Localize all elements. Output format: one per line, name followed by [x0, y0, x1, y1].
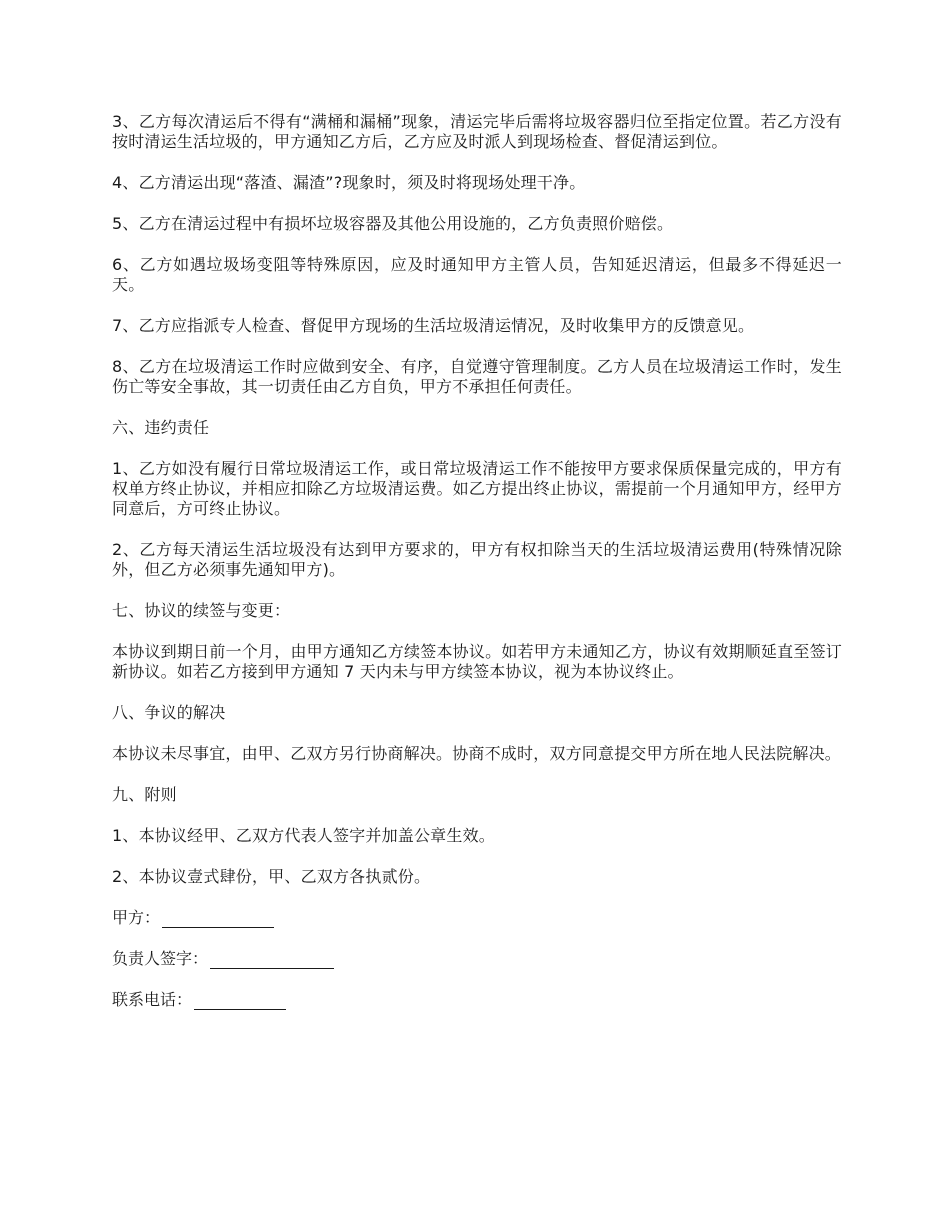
clause-6: 6、乙方如遇垃圾场变阻等特殊原因，应及时通知甲方主管人员，告知延迟清运，但最多不得延迟一天。 [112, 255, 842, 294]
party-a-signature-line [112, 908, 842, 928]
renewal-clause: 本协议到期日前一个月，由甲方通知乙方续签本协议。如若甲方未通知乙方，协议有效期顺延直至签订新协议。如若乙方接到甲方通知 7 天内未与甲方续签本协议，视为本协议终止。 [112, 642, 842, 681]
breach-clause-1: 1、乙方如没有履行日常垃圾清运工作，或日常垃圾清运工作不能按甲方要求保质保量完成的，甲方有权单方终止协议，并相应扣除乙方垃圾清运费。如乙方提出终止协议，需提前一个月通知甲方，经甲方同意后，方可终止协议。 [112, 459, 842, 518]
clause-3: 3、乙方每次清运后不得有“满桶和漏桶”现象，清运完毕后需将垃圾容器归位至指定位置。若乙方没有按时清运生活垃圾的，甲方通知乙方后，乙方应及时派人到现场检查、督促清运到位。 [112, 112, 842, 151]
supplementary-clause-1: 1、本协议经甲、乙双方代表人签字并加盖公章生效。 [112, 826, 495, 845]
section-heading-breach: 六、违约责任 [112, 418, 210, 437]
clause-7: 7、乙方应指派专人检查、督促甲方现场的生活垃圾清运情况，及时收集甲方的反馈意见。 [112, 316, 755, 335]
section-heading-renewal: 七、协议的续签与变更： [112, 601, 291, 620]
signer-blank [210, 952, 334, 969]
supplementary-clause-2: 2、本协议壹式肆份，甲、乙双方各执贰份。 [112, 867, 431, 886]
document-page [112, 112, 842, 1031]
party-a-label: 甲方： [112, 908, 161, 927]
section-heading-supplementary: 九、附则 [112, 785, 177, 804]
clause-4: 4、乙方清运出现“落渣、漏渣”?现象时，须及时将现场处理干净。 [112, 173, 586, 192]
party-a-blank [162, 911, 274, 928]
dispute-clause: 本协议未尽事宜，由甲、乙双方另行协商解决。协商不成时，双方同意提交甲方所在地人民法院解决。 [112, 744, 842, 763]
section-heading-dispute: 八、争议的解决 [112, 703, 226, 722]
clause-8: 8、乙方在垃圾清运工作时应做到安全、有序，自觉遵守管理制度。乙方人员在垃圾清运工作时，发生伤亡等安全事故，其一切责任由乙方自负，甲方不承担任何责任。 [112, 357, 842, 396]
signer-label: 负责人签字： [112, 949, 209, 968]
clause-5: 5、乙方在清运过程中有损坏垃圾容器及其他公用设施的，乙方负责照价赔偿。 [112, 214, 674, 233]
phone-label: 联系电话： [112, 990, 193, 1009]
breach-clause-2: 2、乙方每天清运生活垃圾没有达到甲方要求的，甲方有权扣除当天的生活垃圾清运费用(特殊情况除外，但乙方必须事先通知甲方)。 [112, 540, 842, 579]
signer-signature-line [112, 949, 842, 969]
phone-line [112, 990, 842, 1010]
phone-blank [194, 993, 286, 1010]
